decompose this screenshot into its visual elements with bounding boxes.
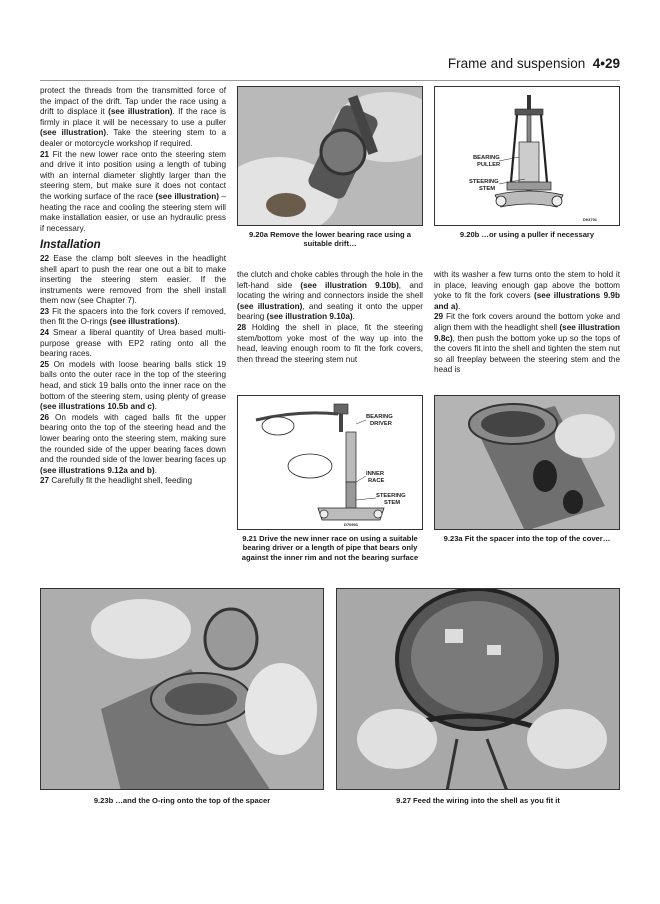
paragraph-28: 28 Holding the shell in place, fit the steering stem/bottom yoke most of the way up into the head, leaving enough room to fit the fork covers, then thread the steering stem nut: [237, 322, 423, 364]
diagram-9-21: [237, 395, 423, 530]
photo-9-23a-image: [435, 396, 620, 530]
label-inner-race-2: RACE: [368, 478, 385, 484]
text-column-2: [237, 270, 423, 365]
page-title: [448, 56, 620, 71]
caption-9-23b: 9.23b …and the O-ring onto the top of the spacer: [93, 796, 271, 805]
caption-9-20b: 9.20b …or using a puller if necessary: [459, 230, 595, 239]
paragraph-26: 26 On models with caged balls fit the upper bearing onto the top of the steering head and the lower bearing onto the steering stem, making sure the rounded side of the upper bearing faces down and the rounded side of the lower bearing faces up (see illustrations 9.12a and b).: [40, 412, 226, 475]
puller-diagram: [435, 87, 620, 226]
page-number: 4•29: [592, 56, 620, 71]
chapter-title: Frame and suspension: [447, 56, 586, 71]
paragraph-27: 27 Carefully fit the headlight shell, feeding: [40, 476, 193, 486]
photo-9-27-image: [337, 589, 620, 790]
diagram-9-20b: [434, 86, 620, 226]
paragraph-25: 25 On models with loose bearing balls stick 19 balls onto the outer race in the top of the steering head, and stick 19 balls onto the inner race on the bottom of the steering stem, using plenty of grease (see illustrations 10.5b and c).: [40, 359, 226, 412]
caption-9-23a: 9.23a Fit the spacer into the top of the cover…: [443, 534, 611, 543]
label-inner-race: INNER: [366, 471, 385, 477]
diagram-code: D70901: [344, 522, 359, 527]
text-column-3: [434, 270, 620, 376]
paragraph-20: protect the threads from the transmitted force of the impact of the drift. Tap under the race using a drift to displace it (see illustration). If the race is firmly in place it will be necessary to use a puller (see illustration). Take the steering stem to a dealer or motorcycle workshop if required.: [40, 86, 226, 148]
photo-9-20a-image: [238, 87, 423, 226]
label-bearing-puller-2: PULLER: [477, 162, 501, 168]
photo-9-23b: [40, 588, 324, 790]
caption-9-21: 9.21 Drive the new inner race on using a suitable bearing driver or a length of pipe that bears only against the inner rim and not the bearing surface: [241, 534, 419, 562]
label-steering-stem: STEERING: [376, 493, 406, 499]
photo-9-20a: [237, 86, 423, 226]
driver-diagram: [238, 396, 423, 530]
text-column-1: [40, 86, 226, 487]
paragraph-29: 29 Fit the fork covers around the bottom yoke and align them with the headlight shell (see illustration 9.8c), then push the bottom yoke up so the tops of the covers fit into the shell and tighten the stem nut so all freeplay between the steering stem and the head is: [434, 312, 620, 375]
paragraph-22: 22 Ease the clamp bolt sleeves in the headlight shell apart to push the rear one out a bit to make inserting the steering stem easier. If the instruments were removed from the shell install them now (see Chapter 7).: [40, 253, 226, 306]
paragraph-23: 23 Fit the spacers into the fork covers if removed, then fit the O-rings (see illustrations).: [40, 306, 226, 327]
label-bearing-driver: BEARING: [366, 414, 393, 420]
photo-9-27: [336, 588, 620, 790]
label-steering-stem: STEERING: [469, 179, 499, 185]
paragraph-27-cont: the clutch and choke cables through the hole in the left-hand side (see illustration 9.10b), and locating the wiring and connectors inside the shell (see illustration), and seating it onto the upper bearing (see illustration 9.10a).: [237, 270, 423, 322]
caption-9-20a: 9.20a Remove the lower bearing race using a suitable drift…: [248, 230, 412, 249]
section-heading-installation: Installation: [40, 239, 101, 252]
label-bearing-puller: BEARING: [473, 155, 500, 161]
paragraph-28-cont: with its washer a few turns onto the stem to hold it in place, leaving enough gap above the bottom yoke to fit the fork covers (see illustrations 9.9b and a).: [434, 270, 620, 311]
diagram-code: D03701: [583, 217, 598, 222]
photo-9-23a: [434, 395, 620, 530]
label-steering-stem-2: STEM: [479, 186, 496, 192]
paragraph-24: 24 Smear a liberal quantity of Urea based multi-purpose grease with EP2 rating onto all the bearing races.: [40, 328, 226, 359]
caption-9-27: 9.27 Feed the wiring into the shell as you fit it: [396, 796, 560, 805]
photo-9-23b-image: [41, 589, 324, 790]
page-header: [40, 50, 620, 81]
label-bearing-driver-2: DRIVER: [370, 421, 392, 427]
label-steering-stem-2: STEM: [384, 500, 401, 506]
paragraph-21: 21 Fit the new lower race onto the steering stem and drive it into position using a length of tubing with an internal diameter slightly larger than the steering stem, but make sure it does not contact the working surface of the race (see illustration) – heating the race and cooling the steering stem will make installation easier, or use an hydraulic press if necessary.: [40, 149, 226, 233]
